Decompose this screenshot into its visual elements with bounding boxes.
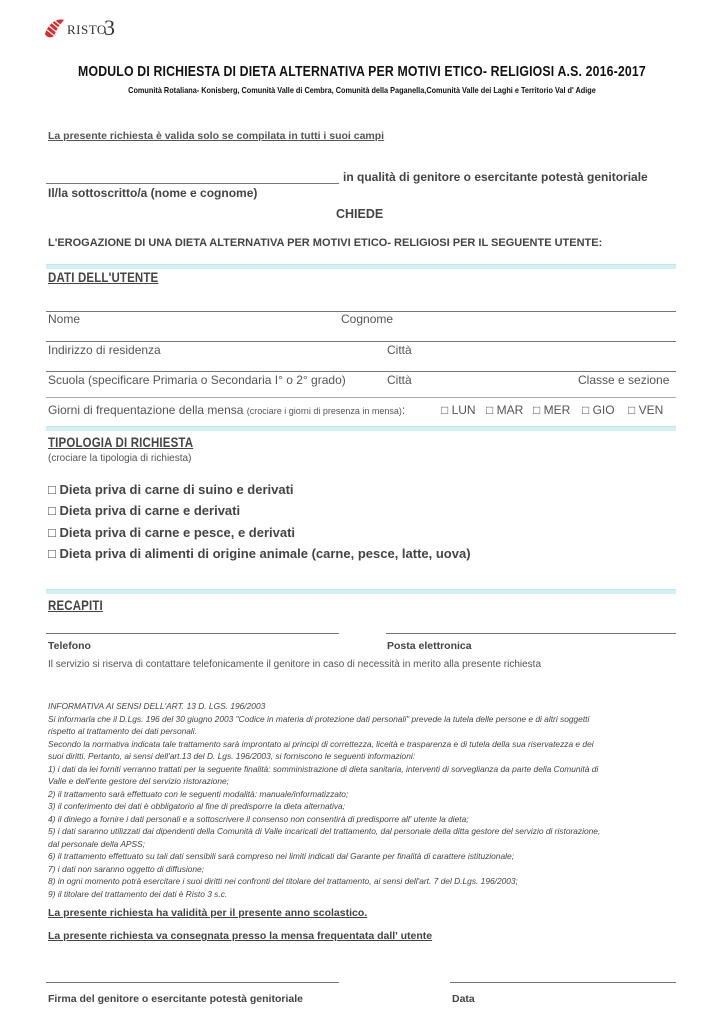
email-label: Posta elettronica [387,640,472,652]
section-heading-tipologia: TIPOLOGIA DI RICHIESTA [48,434,194,450]
giorni-colon: : [401,403,406,417]
privacy-line: 2) il trattamento sarà effettuato con le seguenti modalità: manuale/informatizzato; [48,788,349,799]
section-heading-dati-utente: DATI DELL'UTENTE [48,269,159,285]
delivery-note: La presente richiesta va consegnata presso la mensa frequentata dall' utente [48,930,433,942]
classe-field-label[interactable]: Classe e sezione [578,373,670,387]
diet-option-checkbox[interactable]: □ Dieta priva di alimenti di origine animale (carne, pesce, latte, uova) [48,546,471,561]
day-checkbox-mar[interactable]: □ MAR [486,403,524,417]
email-line[interactable] [386,633,676,634]
risto3-logo-icon [40,14,70,42]
nome-field-label[interactable]: Nome [48,312,81,326]
logo-name: RISTO [67,22,107,37]
telefono-line[interactable] [46,633,339,634]
firma-line[interactable] [46,982,339,983]
recapiti-note: Il servizio si riserva di contattare telefonicamente il genitore in caso di necessità in merito alla presente richiesta [48,659,542,670]
parent-role-text: in qualità di genitore o esercitante potestà genitoriale [343,170,648,184]
tipologia-note: (crociare la tipologia di richiesta) [48,453,192,464]
privacy-line: suoi diritti. Pertanto, ai sensi dell'art.13 del D. Lgs. 196/2003, si forniscono le seguenti informazioni: [48,751,416,761]
cognome-field-label[interactable]: Cognome [341,312,394,326]
scuola-field-label[interactable]: Scuola (specificare Primaria o Secondaria I° o 2° grado) [48,373,346,387]
citta-field-label[interactable]: Città [387,343,412,357]
diet-option-checkbox[interactable]: □ Dieta priva di carne e pesce, e derivati [48,525,296,540]
field-line [46,397,676,398]
day-checkbox-lun[interactable]: □ LUN [441,403,476,417]
privacy-line: rispetto al trattamento dei dati personali. [48,726,197,736]
privacy-line: 9) il titolare del trattamento dei dati è Risto 3 s.c. [48,888,228,899]
validity-year-note: La presente richiesta ha validità per il presente anno scolastico. [48,907,368,919]
diet-option-checkbox[interactable]: □ Dieta priva di carne di suino e derivati [48,482,294,497]
giorni-note: (crociare i giorni di presenza in mensa) [246,406,402,416]
indirizzo-field-label[interactable]: Indirizzo di residenza [48,343,161,357]
privacy-line: 8) in ogni momento potrà esercitare i suoi diritti nei confronti del titolare del trattamento, ai sensi dell'art. 7 del D.Lgs. 196/2003; [48,876,518,886]
privacy-line: Valle e dell'ente gestore del servizio ristorazione; [48,776,229,786]
section-band [46,589,676,594]
section-band [46,426,676,431]
giorni-label-text: Giorni di frequentazione della mensa [48,403,244,417]
privacy-line: 3) il conferimento dei dati è obbligatorio al fine di predisporre la dieta alternativa; [48,801,346,811]
validity-note: La presente richiesta è valida solo se compilata in tutti i suoi campi [48,130,385,142]
giorni-label [48,403,405,417]
telefono-label: Telefono [48,640,91,652]
day-checkbox-ven[interactable]: □ VEN [628,403,664,417]
privacy-line: Secondo la normativa indicata tale trattamento sarà improntato ai principi di correttezza, liceità e trasparenza e di tutela della sua riservatezza e dei [48,738,594,749]
signatory-line[interactable] [46,183,339,184]
privacy-line: 1) i dati da lei forniti verranno trattati per la seguente finalità: somministrazione di dieta sanitaria, interventi di sorveglianza da parte della Comunità di [48,763,599,774]
request-text: L'EROGAZIONE DI UNA DIETA ALTERNATIVA PER MOTIVI ETICO- RELIGIOSI PER IL SEGUENTE UTENTE: [48,237,603,249]
privacy-line: 5) i dati saranno utilizzati dai dipendenti della Comunità di Valle incaricati del trattamento, dal personale della ditta gestore del servizio di ristorazione, [48,826,601,836]
diet-option-checkbox[interactable]: □ Dieta priva di carne e derivati [48,503,241,518]
citta-field-label-2[interactable]: Città [387,373,412,387]
privacy-line: 7) i dati non saranno oggetto di diffusione; [48,863,204,874]
day-checkbox-mer[interactable]: □ MER [533,403,571,417]
data-line[interactable] [450,982,676,983]
data-label: Data [452,993,475,1005]
day-checkbox-gio[interactable]: □ GIO [582,403,615,417]
chiede-label: CHIEDE [336,207,384,221]
firma-label: Firma del genitore o esercitante potestà genitoriale [48,993,303,1005]
privacy-line: 6) il trattamento effettuato su tali dati sensibili sarà compreso nei limiti indicati dal Garante per finalità di carattere istituzionale; [48,851,514,861]
field-line [46,341,676,342]
logo-number: 3 [104,15,115,40]
privacy-line: INFORMATIVA AI SENSI DELL'ART. 13 D. LGS. 196/2003 [48,701,266,711]
page-subtitle: Comunità Rotaliana- Konisberg, Comunità Valle di Cembra, Comunità della Paganella,Comunità Valle dei Laghi e Territorio Val d' Adige [128,85,596,95]
privacy-line: Si informarla che il D.Lgs. 196 del 30 giugno 2003 "Codice in materia di protezione dati personali" prevede la tutela delle persone e di altri soggetti [48,713,590,724]
privacy-line: 4) il diniego a fornire i dati personali e a sottoscrivere il consenso non consentirà di predisporre all' utente la dieta; [48,813,469,824]
field-line [46,371,676,372]
page-title: MODULO DI RICHIESTA DI DIETA ALTERNATIVA PER MOTIVI ETICO- RELIGIOSI A.S. 2016-2017 [78,63,646,80]
privacy-line: dal personale della APSS; [48,838,145,849]
privacy-notice [48,700,678,900]
section-heading-recapiti: RECAPITI [48,597,103,613]
signatory-label: Il/la sottoscritto/a (nome e cognome) [48,186,258,200]
